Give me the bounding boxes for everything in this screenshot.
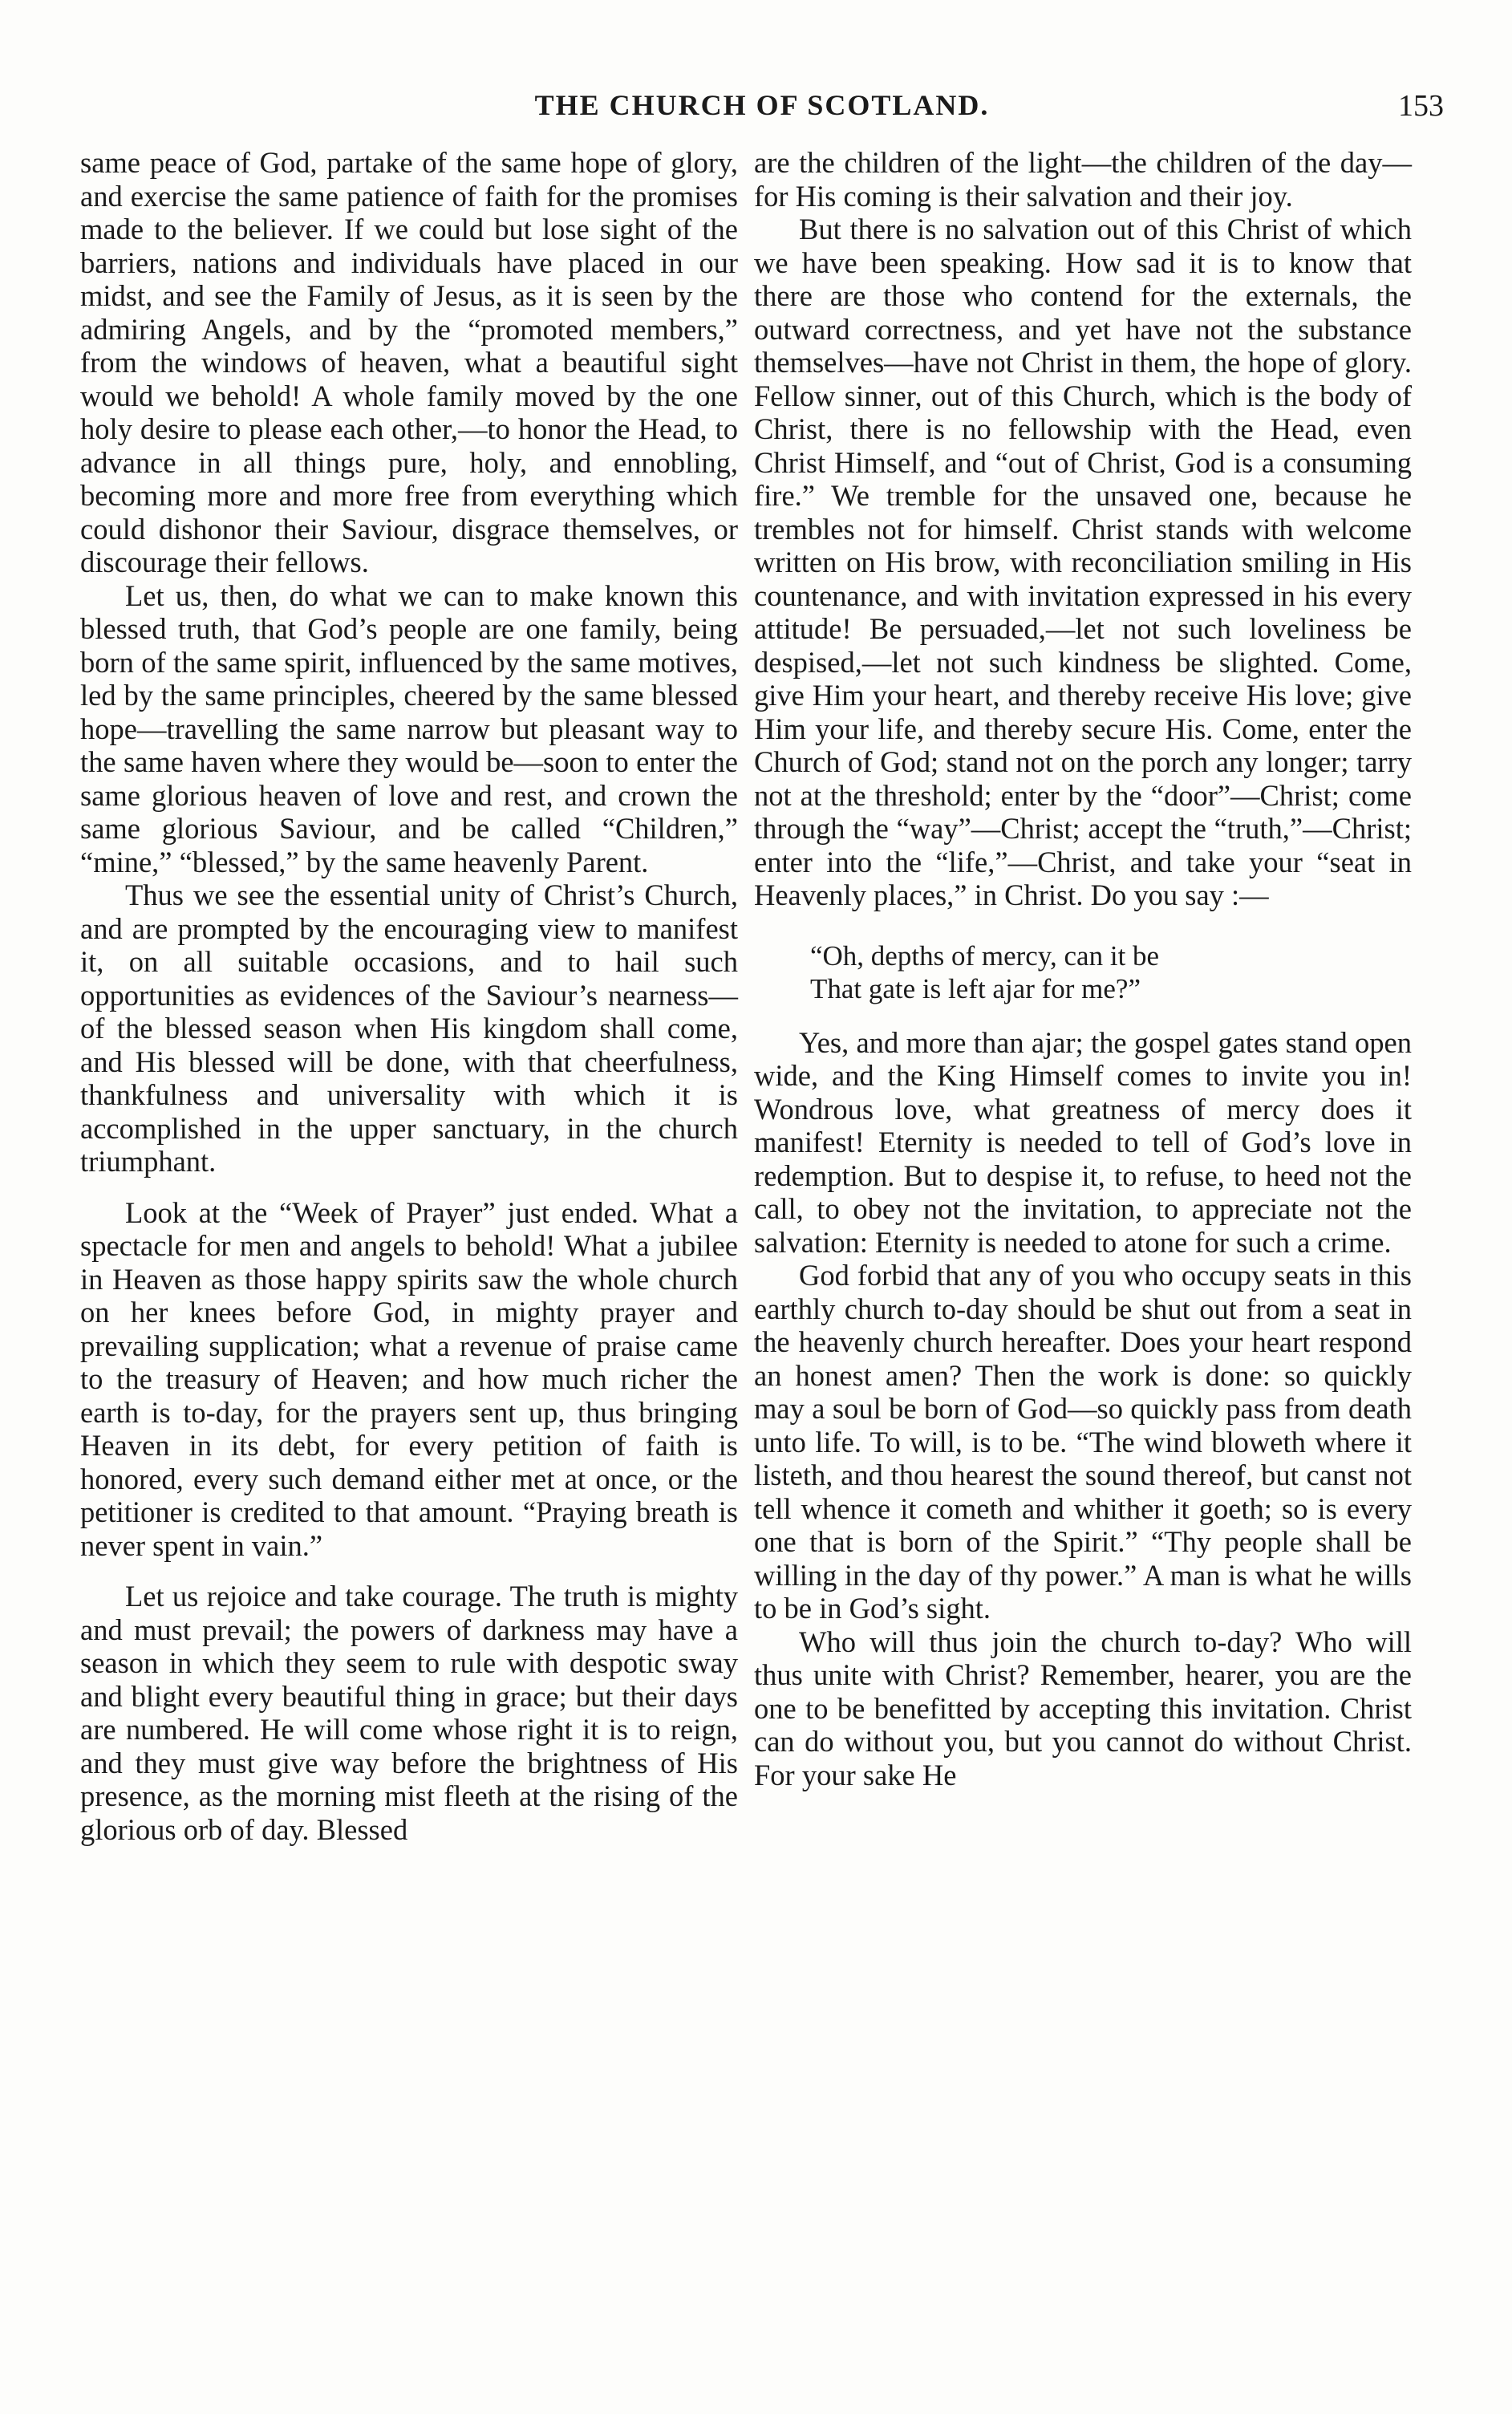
paragraph: same peace of God, partake of the same hope of glory, and exercise the same patience of faith for the promises made to the believer. If we could but lose sight of the barriers, nations and individuals have placed in our midst, and see the Family of Jesus, as it is seen by the admiring Angels, and by the “promoted members,” from the windows of heaven, what a beautiful sight would we behold! A whole family moved by the one holy desire to please each other,—to honor the Head, to advance in all things pure, holy, and ennobling, becoming more and more free from everything which could dishonor their Saviour, disgrace themselves, or discourage their fellows. (80, 146, 738, 578)
paragraph: Let us, then, do what we can to make known this blessed truth, that God’s people are one family, being born of the same spirit, influenced by the same motives, led by the same principles, cheered by the same blessed hope—travelling the same narrow but pleasant way to the same haven where they would be—soon to enter the same glorious heaven of love and rest, and crown the same glorious Saviour, and be called “Children,” “mine,” “blessed,” by the same heavenly Parent. (80, 578, 738, 878)
paragraph: Yes, and more than ajar; the gospel gates stand open wide, and the King Himself comes to invite you in! Wondrous love, what greatness of mercy does it manifest! Eternity is needed to tell of God’s love in redemption. But to despise it, to refuse, to heed not the call, to obey not the invitation, to appreciate not the salvation: Eternity is needed to atone for such a crime. (754, 1025, 1412, 1259)
paragraph: are the children of the light—the children of the day—for His coming is their salvation and their joy. (754, 146, 1412, 213)
paragraph: Thus we see the essential unity of Christ’s Church, and are prompted by the encouraging view to manifest it, on all suitable occasions, and to hail such opportunities as evidences of the Saviour’s nearness—of the blessed season when His kingdom shall come, and His blessed will be done, with that cheerfulness, thankfulness and universality with which it is accomplished in the upper sanctuary, in the church triumphant. (80, 878, 738, 1178)
page-number: 153 (1398, 89, 1444, 123)
paragraph: God forbid that any of you who occupy seats in this earthly church to-day should be shut out from a seat in the heavenly church hereafter. Does your heart respond an honest amen? Then the work is done: so quickly may a soul be born of God—so quickly pass from death unto life. To will, is to be. “The wind bloweth where it listeth, and thou hearest the sound thereof, but canst not tell whence it cometh and whither it goeth; so is every one that is born of the Spirit.” “Thy people shall be willing in the day of thy power.” A man is what he wills to be in God’s sight. (754, 1259, 1412, 1625)
paragraph: Look at the “Week of Prayer” just ended. What a spectacle for men and angels to behold! What a jubilee in Heaven as those happy spirits saw the whole church on her knees before God, in mighty prayer and prevailing supplication; what a revenue of praise came to the treasury of Heaven; and how much richer the earth is to-day, for the prayers sent up, thus bringing Heaven in its debt, for every petition of faith is honored, every such demand either met at once, or the petitioner is credited to that amount. “Praying breath is never spent in vain.” (80, 1195, 738, 1562)
verse-line: “Oh, depths of mercy, can it be (810, 939, 1160, 972)
running-title: THE CHURCH OF SCOTLAND. (534, 89, 990, 121)
paragraph: Who will thus join the church to-day? Who will thus unite with Christ? Remember, hearer, you are the one to be benefitted by accepting this invitation. Christ can do without you, but you cannot do without Christ. For your sake He (754, 1625, 1412, 1791)
left-column (80, 146, 738, 1846)
hymn-verse (754, 939, 1412, 1005)
running-head (80, 88, 1444, 128)
right-column (754, 146, 1412, 1791)
paragraph: Let us rejoice and take courage. The truth is mighty and must prevail; the powers of darkness may have a season in which they seem to rule with despotic sway and blight every beautiful thing in grace; but their days are numbered. He will come whose right it is to reign, and they must give way before the brightness of His presence, as the morning mist fleeth at the rising of the glorious orb of day. Blessed (80, 1580, 738, 1846)
verse-line: That gate is left ajar for me?” (810, 972, 1141, 1004)
paragraph: But there is no salvation out of this Christ of which we have been speaking. How sad it is to know that there are those who contend for the externals, the outward correctness, and yet have not the substance themselves—have not Christ in them, the hope of glory. Fellow sinner, out of this Church, which is the body of Christ, there is no fellowship with the Head, even Christ Himself, and “out of Christ, God is a consuming fire.” We tremble for the unsaved one, because he trembles not for himself. Christ stands with welcome written on His brow, with reconciliation smiling in His countenance, and with invitation expressed in his every attitude! Be persuaded,—let not such loveliness be despised,—let not such kindness be slighted. Come, give Him your heart, and thereby receive His love; give Him your life, and thereby secure His. Come, enter the Church of God; stand not on the porch any longer; tarry not at the threshold; enter by the “door”—Christ; come through the “way”—Christ; accept the “truth,”—Christ; enter into the “life,”—Christ, and take your “seat in Heavenly places,” in Christ. Do you say :— (754, 213, 1412, 911)
